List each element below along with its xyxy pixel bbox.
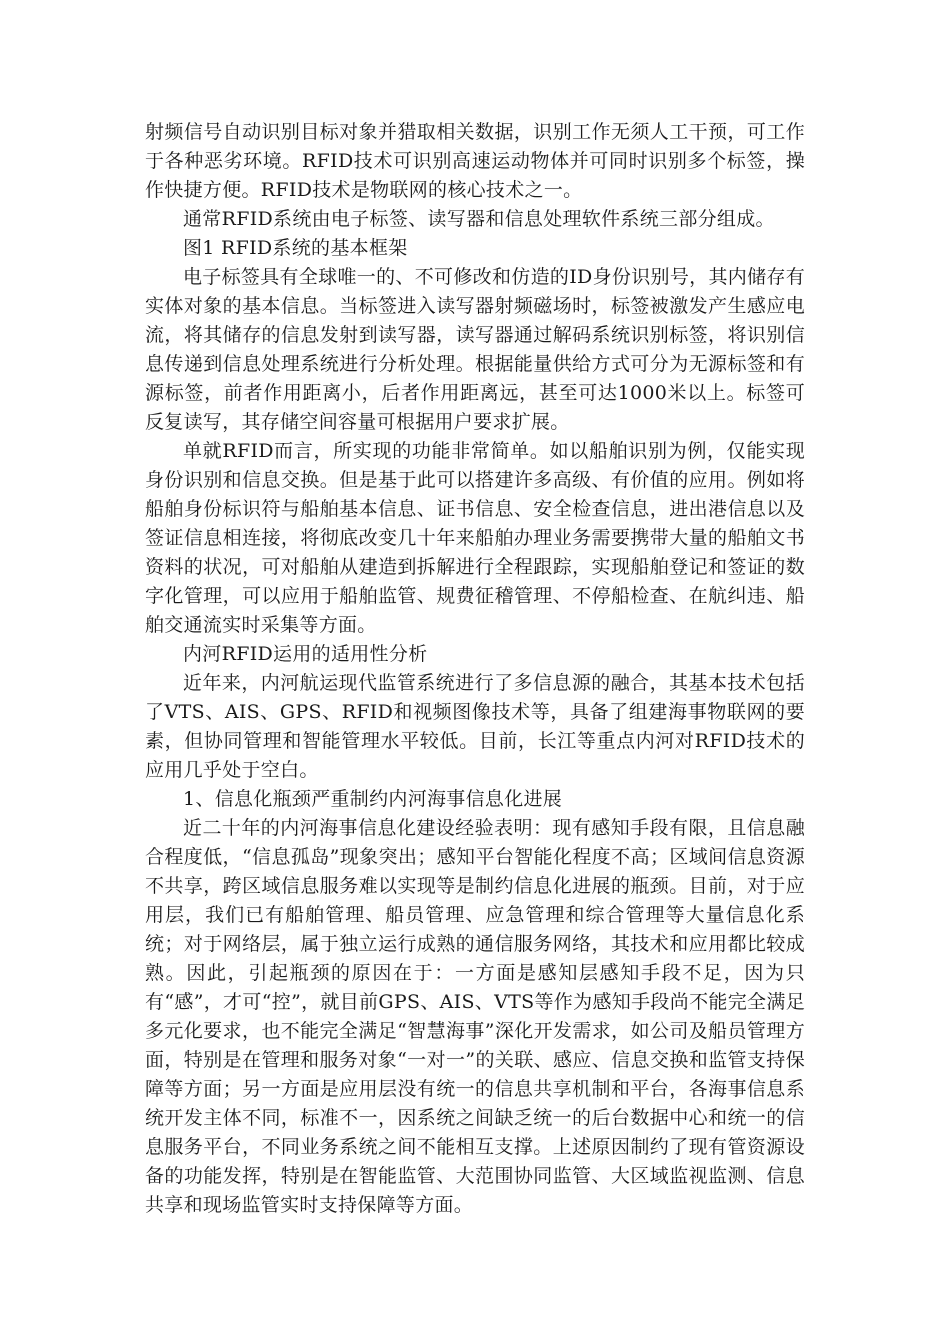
document-body — [145, 118, 805, 1220]
section-heading-bottleneck: 1、信息化瓶颈严重制约内河海事信息化进展 — [183, 788, 563, 810]
section-heading-applicability: 内河RFID运用的适用性分析 — [183, 643, 428, 665]
paragraph-electronic-tag: 电子标签具有全球唯一的、不可修改和仿造的ID身份识别号，其内储存有实体对象的基本信息。当标签进入读写器射频磁场时，标签被激发产生感应电流，将其储存的信息发射到读写器，读写器通过解码系统识别标签，将识别信息传递到信息处理系统进行分析处理。根据能量供给方式可分为无源标签和有源标签，前者作用距离小，后者作用距离远，甚至可达1000米以上。标签可反复读写，其存储空间容量可根据用户要求扩展。 — [145, 266, 805, 433]
paragraph-inland-monitoring: 近年来，内河航运现代监管系统进行了多信息源的融合，其基本技术包括了VTS、AIS、GPS、RFID和视频图像技术等，具备了组建海事物联网的要素，但协同管理和智能管理水平较低。目前，长江等重点内河对RFID技术的应用几乎处于空白。 — [145, 672, 805, 781]
paragraph-rfid-applications: 单就RFID而言，所实现的功能非常简单。如以船舶识别为例，仅能实现身份识别和信息交换。但是基于此可以搭建许多高级、有价值的应用。例如将船舶身份标识符与船舶基本信息、证书信息、安全检查信息，进出港信息以及签证信息相连接，将彻底改变几十年来船舶办理业务需要携带大量的船舶文书资料的状况，可对船舶从建造到拆解进行全程跟踪，实现船舶登记和签证的数字化管理，可以应用于船舶监管、规费征稽管理、不停船检查、在航纠违、船舶交通流实时采集等方面。 — [145, 440, 805, 636]
figure-caption: 图1 RFID系统的基本框架 — [183, 237, 408, 259]
paragraph-bottleneck-analysis: 近二十年的内河海事信息化建设经验表明：现有感知手段有限，且信息融合程度低，“信息孤岛”现象突出；感知平台智能化程度不高；区域间信息资源不共享，跨区域信息服务难以实现等是制约信息化进展的瓶颈。目前，对于应用层，我们已有船舶管理、船员管理、应急管理和综合管理等大量信息化系统；对于网络层，属于独立运行成熟的通信服务网络，其技术和应用都比较成熟。因此，引起瓶颈的原因在于：一方面是感知层感知手段不足，因为只有“感”，才可“控”，就目前GPS、AIS、VTS等作为感知手段尚不能完全满足多元化要求，也不能完全满足“智慧海事”深化开发需求，如公司及船员管理方面，特别是在管理和服务对象“一对一”的关联、感应、信息交换和监管支持保障等方面；另一方面是应用层没有统一的信息共享机制和平台，各海事信息系统开发主体不同，标准不一，因系统之间缺乏统一的后台数据中心和统一的信息服务平台，不同业务系统之间不能相互支撑。上述原因制约了现有管资源设备的功能发挥，特别是在智能监管、大范围协同监管、大区域监视监测、信息共享和现场监管实时支持保障等方面。 — [145, 817, 805, 1216]
paragraph-rfid-system-composition: 通常RFID系统由电子标签、读写器和信息处理软件系统三部分组成。 — [183, 208, 775, 230]
paragraph-rfid-intro-continued: 射频信号自动识别目标对象并猎取相关数据，识别工作无须人工干预，可工作于各种恶劣环境。RFID技术可识别高速运动物体并可同时识别多个标签，操作快捷方便。RFID技术是物联网的核心技术之一。 — [145, 121, 805, 201]
